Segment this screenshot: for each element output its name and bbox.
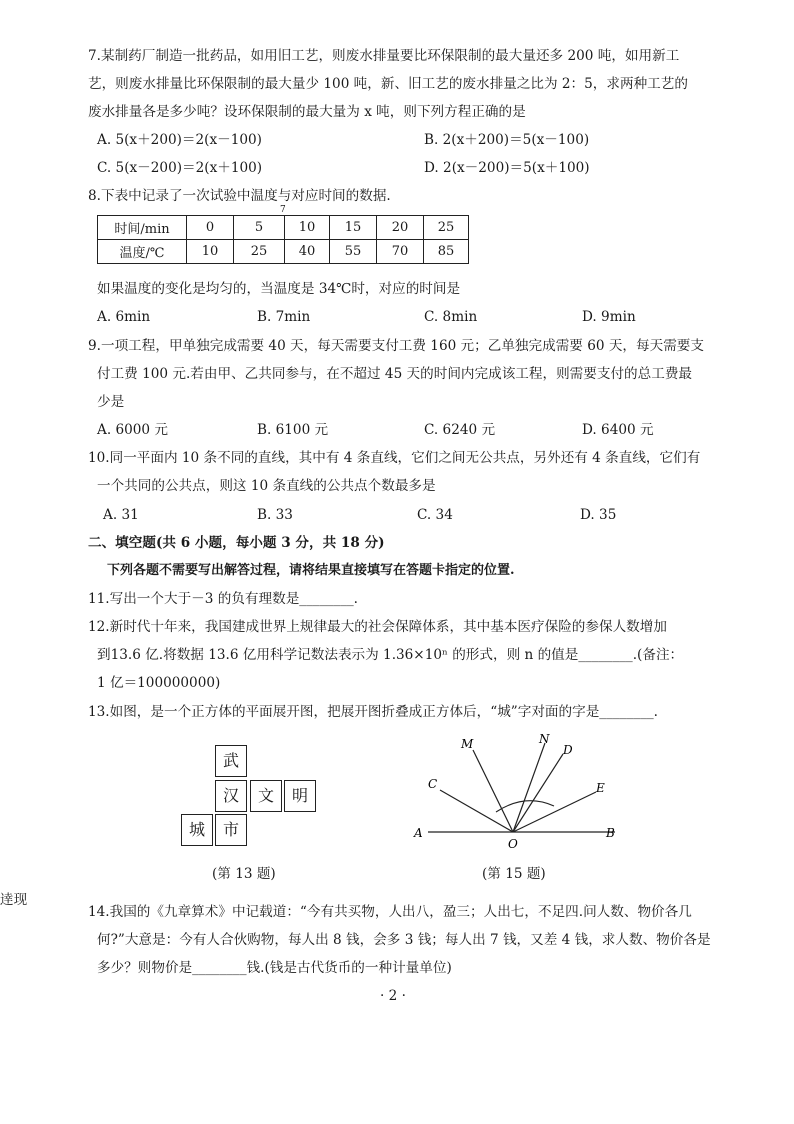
- q8-line-1: 8.下表中记录了一次试验中温度与对应时间的数据.: [88, 188, 391, 204]
- table-cell: 5: [234, 216, 285, 240]
- q10-option-b: B. 33: [257, 507, 293, 523]
- q7-line-3: 废水排量各是多少吨？设环保限制的最大量为 x 吨，则下列方程正确的是: [88, 104, 526, 120]
- label-a: A: [414, 826, 423, 840]
- label-o: O: [508, 837, 518, 851]
- label-d: D: [563, 743, 573, 757]
- cube-face-han: 汉: [215, 780, 247, 812]
- table-cell: 85: [424, 240, 469, 264]
- section-title: 二、填空题(共 6 小题，每小题 3 分，共 18 分): [88, 535, 385, 551]
- table-cell: 70: [377, 240, 424, 264]
- ray-oc: [440, 790, 513, 832]
- section-instruction: 下列各题不需要写出解答过程，请将结果直接填写在答题卡指定的位置.: [107, 563, 515, 578]
- label-n: N: [539, 732, 550, 746]
- table-cell: 0: [187, 216, 234, 240]
- table-row-header: 时间/min: [98, 216, 187, 240]
- q10-option-c: C. 34: [417, 507, 453, 523]
- margin-text: 逹现: [0, 892, 28, 908]
- q8-option-a: A. 6min: [97, 309, 151, 325]
- q8-option-d: D. 9min: [582, 309, 636, 325]
- q7-option-d: D. 2(x－200)＝5(x＋100): [424, 160, 590, 176]
- q10-line-2: 一个共同的公共点，则这 10 条直线的公共点个数最多是: [97, 478, 436, 494]
- q8-line-2: 如果温度的变化是均匀的，当温度是 34℃时，对应的时间是: [97, 281, 461, 297]
- q11-line-1: 11.写出一个大于－3 的负有理数是________.: [88, 591, 359, 607]
- q12-line-2: 到13.6 亿.将数据 13.6 亿用科学记数法表示为 1.36×10ⁿ 的形式，则 n 的值是________.(备注：: [97, 647, 684, 663]
- q9-option-c: C. 6240 元: [424, 422, 496, 438]
- figure-15-caption: (第 15 题): [482, 866, 546, 882]
- table-cell: 40: [285, 240, 330, 264]
- q14-line-3: 多少？则物价是________钱.(钱是古代货币的一种计量单位): [97, 960, 452, 976]
- table-cell: 20: [377, 216, 424, 240]
- table-cell: 55: [330, 240, 377, 264]
- q9-option-b: B. 6100 元: [257, 422, 329, 438]
- q10-line-1: 10.同一平面内 10 条不同的直线，其中有 4 条直线，它们之间无公共点，另外还有 4 条直线，它们有: [88, 450, 701, 466]
- q9-option-d: D. 6400 元: [582, 422, 654, 438]
- label-e: E: [596, 781, 605, 795]
- cube-face-shi: 市: [215, 814, 247, 846]
- q12-line-1: 12.新时代十年来，我国建成世界上规律最大的社会保障体系，其中基本医疗保险的参保人数增加: [88, 619, 667, 635]
- q7-option-a: A. 5(x＋200)＝2(x－100): [97, 132, 262, 148]
- q12-line-3: 1 亿＝100000000): [97, 675, 221, 691]
- cube-face-cheng: 城: [181, 814, 213, 846]
- data-table: [97, 215, 469, 264]
- q8-option-c: C. 8min: [424, 309, 478, 325]
- table-row: [98, 216, 469, 240]
- q9-option-a: A. 6000 元: [97, 422, 168, 438]
- cube-face-wu: 武: [215, 745, 247, 777]
- q7-option-b: B. 2(x＋200)＝5(x－100): [424, 132, 590, 148]
- table-cell: 10: [187, 240, 234, 264]
- angle-rays-figure: [400, 728, 640, 853]
- q14-line-2: 何?”大意是：今有人合伙购物，每人出 8 钱，会多 3 钱；每人出 7 钱，又差 4 钱，求人数、物价各是: [97, 932, 711, 948]
- q9-line-1: 9.一项工程，甲单独完成需要 40 天，每天需要支付工费 160 元；乙单独完成需要 60 天，每天需要支: [88, 338, 704, 354]
- table-cell: 15: [330, 216, 377, 240]
- label-b: B: [606, 826, 615, 840]
- q10-option-d: D. 35: [580, 507, 617, 523]
- table-cell: 10: [285, 216, 330, 240]
- q9-line-2: 付工费 100 元.若由甲、乙共同参与，在不超过 45 天的时间内完成该工程，则需要支付的总工费最: [97, 366, 693, 382]
- q14-line-1: 14.我国的《九章算术》中记载道：“今有共买物，人出八，盈三；人出七，不足四.问人数、物价各几: [88, 904, 692, 920]
- table-mark: 7: [280, 205, 286, 215]
- table-cell: 25: [234, 240, 285, 264]
- angle-arc: [496, 801, 554, 812]
- q10-option-a: A. 31: [103, 507, 139, 523]
- figure-13-caption: (第 13 题): [212, 866, 276, 882]
- page-number: · 2 ·: [380, 988, 406, 1004]
- q7-option-c: C. 5(x－200)＝2(x＋100): [97, 160, 263, 176]
- label-c: C: [428, 777, 438, 791]
- q13-line-1: 13.如图，是一个正方体的平面展开图，把展开图折叠成正方体后，“城”字对面的字是________.: [88, 704, 658, 720]
- cube-face-wen: 文: [250, 780, 282, 812]
- ray-om: [473, 750, 513, 832]
- label-m: M: [461, 737, 474, 751]
- q8-option-b: B. 7min: [257, 309, 311, 325]
- q7-line-1: 7.某制药厂制造一批药品，如用旧工艺，则废水排量要比环保限制的最大量还多 200 吨，如用新工: [88, 48, 680, 64]
- table-cell: 25: [424, 216, 469, 240]
- q7-line-2: 艺，则废水排量比环保限制的最大量少 100 吨，新、旧工艺的废水排量之比为 2：5，求两种工艺的: [88, 76, 688, 92]
- table-row-header: 温度/℃: [98, 240, 187, 264]
- q9-line-3: 少是: [97, 394, 125, 410]
- table-row: [98, 240, 469, 264]
- cube-face-ming: 明: [284, 780, 316, 812]
